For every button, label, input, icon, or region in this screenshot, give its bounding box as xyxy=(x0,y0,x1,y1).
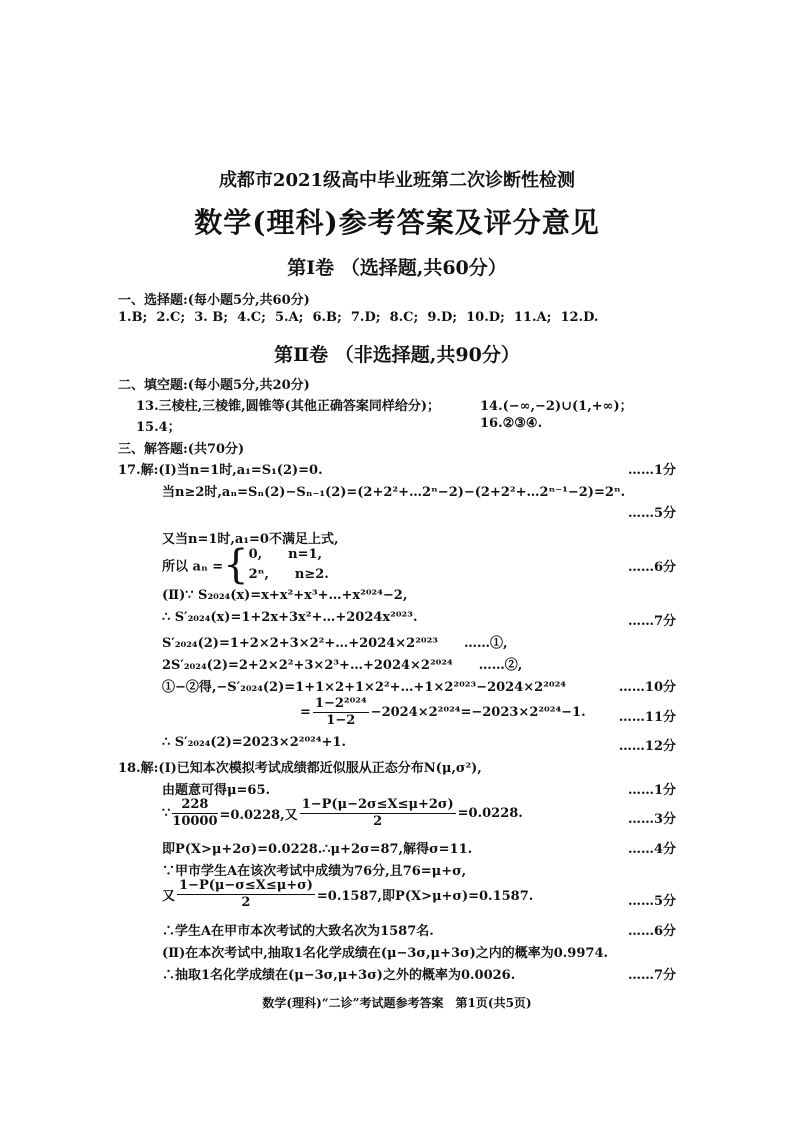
q17-score-3: ……6分 xyxy=(627,560,676,575)
q18-line-6 xyxy=(162,878,533,911)
answer-9: 9.D; xyxy=(427,310,458,325)
fill-answer-15: 15.4； xyxy=(136,420,181,435)
q17-score-5: ……10分 xyxy=(618,680,676,695)
answer-10: 10.D; xyxy=(466,310,505,325)
q17-score-7: ……12分 xyxy=(618,739,676,754)
q17-line-8: 2S′₂₀₂₄(2)=2+2×2²+3×2³+…+2024×2²⁰²⁴ ……②, xyxy=(162,658,523,673)
fill-answer-13: 13.三棱柱,三棱锥,圆锥等(其他正确答案同样给分)； xyxy=(136,399,440,414)
q18-line-6-pre: 又 xyxy=(162,889,176,904)
q17-score-4: ……7分 xyxy=(627,614,676,629)
q18-line-1: 18.解:(Ⅰ)已知本次模拟考试成绩都近似服从正态分布N(μ,σ²), xyxy=(118,761,482,776)
answer-8: 8.C; xyxy=(389,310,419,325)
q17-line-3: 又当n=1时,a₁=0不满足上式, xyxy=(162,532,339,547)
q17-line-7: S′₂₀₂₄(2)=1+2×2+3×2²+…+2024×2²⁰²³ ……①, xyxy=(162,636,508,651)
q18-score-4: ……5分 xyxy=(627,894,676,909)
q17-line-10-pre: = xyxy=(300,705,311,720)
q18-fraction-3 xyxy=(177,878,315,911)
q18-line-3-pre: ∵ xyxy=(162,806,171,821)
choice-heading: 一、选择题:(每小题5分,共60分) xyxy=(118,293,310,308)
fill-answer-14: 14.(−∞,−2)∪(1,+∞)； xyxy=(480,399,633,414)
q17-line-5: (Ⅱ)∵ S₂₀₂₄(x)=x+x²+x³+…+x²⁰²⁴−2, xyxy=(162,588,408,603)
q18-line-4: 即P(X>μ+2σ)=0.0228.∴μ+2σ=87,解得σ=11. xyxy=(162,842,473,857)
answer-6: 6.B; xyxy=(312,310,342,325)
answer-7: 7.D; xyxy=(350,310,381,325)
q18-score-5: ……6分 xyxy=(627,924,676,939)
q18-fraction-2-denominator: 2 xyxy=(373,814,383,829)
part2-title: 第Ⅱ卷 （非选择题,共90分） xyxy=(274,344,520,366)
left-brace-icon: { xyxy=(223,542,249,588)
q18-line-3 xyxy=(162,797,523,830)
choice-answers xyxy=(118,310,598,325)
q17-line-11: ∴ S′₂₀₂₄(2)=2023×2²⁰²⁴+1. xyxy=(162,735,346,750)
q18-fraction-2 xyxy=(300,797,456,830)
answer-12: 12.D. xyxy=(560,310,599,325)
q17-line-10-post: −2024×2²⁰²⁴=−2023×2²⁰²⁴−1. xyxy=(370,705,586,720)
q17-case-2: 2ⁿ, n≥2. xyxy=(248,567,329,582)
q18-line-6-post: =0.1587,即P(X>μ+σ)=0.1587. xyxy=(316,889,534,904)
answer-3: 3. B; xyxy=(194,310,229,325)
q18-line-9: ∴抽取1名化学成绩在(μ−3σ,μ+3σ)之外的概率为0.0026. xyxy=(162,968,516,983)
q17-piecewise xyxy=(162,542,329,588)
page-footer: 数学(理科)“二诊”考试题参考答案 第1页(共5页) xyxy=(262,996,532,1010)
answer-11: 11.A; xyxy=(513,310,552,325)
q17-fraction-denominator: 1−2 xyxy=(326,713,356,728)
document-subtitle: 数学(理科)参考答案及评分意见 xyxy=(194,206,600,239)
q18-fraction-1-denominator: 10000 xyxy=(172,814,218,829)
q18-fraction-1-numerator: 228 xyxy=(172,797,217,814)
fill-heading: 二、填空题:(每小题5分,共20分) xyxy=(118,378,310,393)
q17-line-1: 17.解:(Ⅰ)当n=1时,a₁=S₁(2)=0. xyxy=(118,463,323,478)
q18-fraction-3-denominator: 2 xyxy=(241,895,251,910)
answer-1: 1.B; xyxy=(118,310,148,325)
solve-heading: 三、解答题:(共70分) xyxy=(118,442,245,457)
q18-score-3: ……4分 xyxy=(627,842,676,857)
q18-score-1: ……1分 xyxy=(627,783,676,798)
q18-line-5: ∵甲市学生A在该次考试中成绩为76分,且76=μ+σ, xyxy=(162,864,467,879)
answer-4: 4.C; xyxy=(237,310,266,325)
q18-line-7: ∴学生A在甲市本次考试的大致名次为1587名. xyxy=(162,924,434,939)
answer-5: 5.A; xyxy=(274,310,304,325)
q17-line-2: 当n≥2时,aₙ=Sₙ(2)−Sₙ₋₁(2)=(2+2²+…2ⁿ−2)−(2+2²+…2ⁿ⁻¹−2)=2ⁿ. xyxy=(162,485,626,500)
q17-line-10 xyxy=(300,696,586,729)
q18-line-3-mid: =0.0228,又 xyxy=(219,808,298,823)
q17-line-6: ∴ S′₂₀₂₄(x)=1+2x+3x²+…+2024x²⁰²³. xyxy=(162,610,418,625)
q17-score-2: ……5分 xyxy=(627,506,676,521)
q18-line-3-post: =0.0228. xyxy=(457,806,523,821)
answer-2: 2.C; xyxy=(156,310,186,325)
part1-title: 第Ⅰ卷 （选择题,共60分） xyxy=(287,257,507,279)
q18-score-2: ……3分 xyxy=(627,812,676,827)
q17-piecewise-prefix: 所以 aₙ = xyxy=(162,559,224,575)
q17-score-1: ……1分 xyxy=(627,463,676,478)
q18-fraction-1 xyxy=(172,797,217,830)
exam-title: 成都市2021级高中毕业班第二次诊断性检测 xyxy=(218,170,576,191)
fill-answer-16: 16.②③④. xyxy=(480,416,543,431)
q18-line-2: 由题意可得μ=65. xyxy=(162,783,271,798)
q17-fraction-numerator: 1−2²⁰²⁴ xyxy=(314,696,367,711)
q17-case-1: 0, n=1, xyxy=(248,547,323,562)
q17-cases xyxy=(249,545,329,585)
q17-score-6: ……11分 xyxy=(618,710,676,725)
q18-line-8: (Ⅱ)在本次考试中,抽取1名化学成绩在(μ−3σ,μ+3σ)之内的概率为0.9974. xyxy=(162,946,609,961)
q17-line-9: ①−②得,−S′₂₀₂₄(2)=1+1×2+1×2²+…+1×2²⁰²³−2024×2²⁰²⁴ xyxy=(162,680,566,695)
q17-fraction xyxy=(313,696,369,729)
q18-fraction-2-numerator: 1−P(μ−2σ≤X≤μ+2σ) xyxy=(301,797,454,812)
q18-fraction-3-numerator: 1−P(μ−σ≤X≤μ+σ) xyxy=(179,878,313,893)
q18-score-6: ……7分 xyxy=(627,968,676,983)
